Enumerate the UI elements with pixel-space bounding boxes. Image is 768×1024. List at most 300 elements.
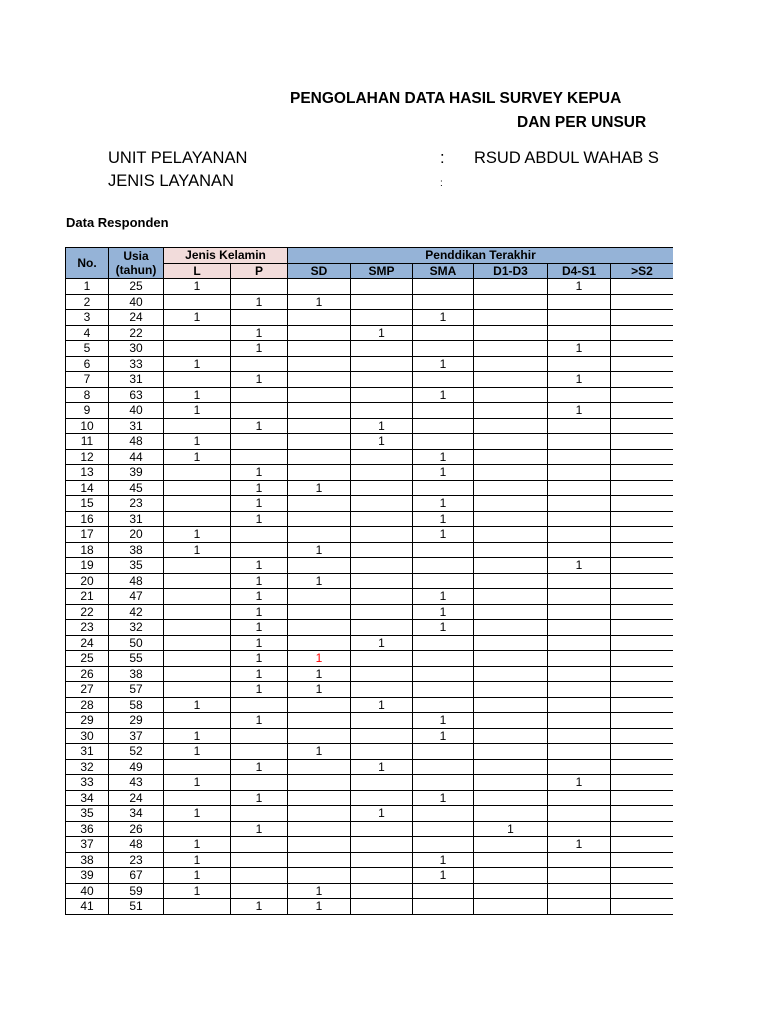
table-row <box>66 651 674 667</box>
table-row <box>66 294 674 310</box>
cell-s2 <box>611 387 673 403</box>
cell-no: 1 <box>66 279 109 295</box>
cell-d4-s1 <box>548 434 611 450</box>
cell-p <box>231 883 288 899</box>
cell-d1-d3: 1 <box>474 821 548 837</box>
cell-d4-s1 <box>548 325 611 341</box>
cell-l: 1 <box>164 728 231 744</box>
cell-l <box>164 821 231 837</box>
header-usia-unit: (tahun) <box>115 263 157 277</box>
cell-s2 <box>611 573 673 589</box>
cell-d4-s1 <box>548 418 611 434</box>
cell-smp <box>351 294 413 310</box>
cell-d4-s1 <box>548 511 611 527</box>
header-sma: SMA <box>413 263 474 279</box>
cell-sma: 1 <box>413 356 474 372</box>
cell-no: 3 <box>66 310 109 326</box>
cell-no: 8 <box>66 387 109 403</box>
cell-d1-d3 <box>474 620 548 636</box>
cell-usia: 52 <box>109 744 164 760</box>
cell-l: 1 <box>164 449 231 465</box>
table-row <box>66 713 674 729</box>
cell-l <box>164 790 231 806</box>
table-row <box>66 697 674 713</box>
cell-p: 1 <box>231 620 288 636</box>
cell-sd <box>288 728 351 744</box>
cell-p: 1 <box>231 294 288 310</box>
table-row <box>66 387 674 403</box>
cell-s2 <box>611 480 673 496</box>
cell-l <box>164 666 231 682</box>
cell-s2 <box>611 372 673 388</box>
cell-sma <box>413 806 474 822</box>
cell-l <box>164 604 231 620</box>
cell-s2 <box>611 651 673 667</box>
cell-d1-d3 <box>474 356 548 372</box>
cell-no: 32 <box>66 759 109 775</box>
cell-s2 <box>611 449 673 465</box>
cell-smp <box>351 682 413 698</box>
cell-d1-d3 <box>474 899 548 915</box>
cell-s2 <box>611 697 673 713</box>
cell-no: 31 <box>66 744 109 760</box>
cell-sma <box>413 279 474 295</box>
table-row <box>66 604 674 620</box>
cell-l: 1 <box>164 356 231 372</box>
table-row <box>66 806 674 822</box>
cell-sd: 1 <box>288 542 351 558</box>
cell-s2 <box>611 558 673 574</box>
cell-d4-s1: 1 <box>548 558 611 574</box>
cell-p: 1 <box>231 589 288 605</box>
cell-no: 28 <box>66 697 109 713</box>
cell-d1-d3 <box>474 868 548 884</box>
cell-usia: 49 <box>109 759 164 775</box>
cell-smp <box>351 589 413 605</box>
cell-l: 1 <box>164 744 231 760</box>
cell-s2 <box>611 728 673 744</box>
cell-d4-s1 <box>548 821 611 837</box>
cell-sma: 1 <box>413 310 474 326</box>
cell-d4-s1 <box>548 620 611 636</box>
cell-d4-s1 <box>548 697 611 713</box>
cell-d4-s1 <box>548 666 611 682</box>
cell-smp <box>351 372 413 388</box>
report-title-line1: PENGOLAHAN DATA HASIL SURVEY KEPUA <box>290 90 622 107</box>
cell-smp: 1 <box>351 325 413 341</box>
jenis-layanan-colon: : <box>440 178 443 189</box>
cell-smp <box>351 387 413 403</box>
cell-usia: 23 <box>109 496 164 512</box>
cell-s2 <box>611 837 673 853</box>
cell-sd <box>288 620 351 636</box>
cell-l <box>164 713 231 729</box>
cell-usia: 34 <box>109 806 164 822</box>
header-sd: SD <box>288 263 351 279</box>
cell-sd <box>288 589 351 605</box>
cell-sma <box>413 341 474 357</box>
cell-usia: 33 <box>109 356 164 372</box>
cell-l: 1 <box>164 852 231 868</box>
cell-p <box>231 868 288 884</box>
cell-sma: 1 <box>413 527 474 543</box>
cell-d1-d3 <box>474 651 548 667</box>
header-jenis-kelamin: Jenis Kelamin <box>164 248 288 264</box>
unit-pelayanan-value: RSUD ABDUL WAHAB S <box>474 149 659 167</box>
cell-d4-s1 <box>548 744 611 760</box>
unit-pelayanan-label: UNIT PELAYANAN <box>108 149 248 167</box>
cell-l: 1 <box>164 697 231 713</box>
table-row <box>66 883 674 899</box>
cell-sma: 1 <box>413 620 474 636</box>
cell-s2 <box>611 542 673 558</box>
cell-smp <box>351 744 413 760</box>
cell-sma <box>413 403 474 419</box>
respondent-rows <box>66 279 674 915</box>
cell-d4-s1: 1 <box>548 837 611 853</box>
cell-s2 <box>611 496 673 512</box>
cell-sd <box>288 527 351 543</box>
cell-d1-d3 <box>474 883 548 899</box>
cell-sd <box>288 713 351 729</box>
cell-d4-s1 <box>548 868 611 884</box>
cell-p <box>231 806 288 822</box>
cell-no: 5 <box>66 341 109 357</box>
cell-d1-d3 <box>474 511 548 527</box>
cell-l <box>164 341 231 357</box>
cell-d1-d3 <box>474 775 548 791</box>
cell-l <box>164 325 231 341</box>
cell-l <box>164 899 231 915</box>
cell-sd <box>288 387 351 403</box>
cell-sma <box>413 666 474 682</box>
cell-no: 11 <box>66 434 109 450</box>
header-p: P <box>231 263 288 279</box>
table-row <box>66 341 674 357</box>
cell-no: 20 <box>66 573 109 589</box>
cell-d4-s1 <box>548 573 611 589</box>
cell-l: 1 <box>164 527 231 543</box>
cell-d1-d3 <box>474 728 548 744</box>
cell-p: 1 <box>231 682 288 698</box>
cell-usia: 24 <box>109 790 164 806</box>
cell-l: 1 <box>164 806 231 822</box>
cell-l <box>164 465 231 481</box>
cell-l: 1 <box>164 434 231 450</box>
table-row <box>66 821 674 837</box>
cell-d1-d3 <box>474 403 548 419</box>
cell-no: 39 <box>66 868 109 884</box>
cell-s2 <box>611 620 673 636</box>
cell-smp: 1 <box>351 697 413 713</box>
cell-d1-d3 <box>474 310 548 326</box>
cell-d4-s1 <box>548 496 611 512</box>
cell-usia: 29 <box>109 713 164 729</box>
cell-usia: 37 <box>109 728 164 744</box>
cell-s2 <box>611 790 673 806</box>
cell-smp <box>351 852 413 868</box>
cell-usia: 48 <box>109 434 164 450</box>
cell-s2 <box>611 821 673 837</box>
cell-d4-s1 <box>548 310 611 326</box>
cell-smp <box>351 356 413 372</box>
table-row <box>66 868 674 884</box>
cell-s2 <box>611 418 673 434</box>
cell-sd <box>288 852 351 868</box>
jenis-layanan-label: JENIS LAYANAN <box>108 172 234 190</box>
cell-smp <box>351 713 413 729</box>
cell-sd <box>288 821 351 837</box>
cell-no: 23 <box>66 620 109 636</box>
cell-p: 1 <box>231 511 288 527</box>
cell-usia: 63 <box>109 387 164 403</box>
cell-usia: 43 <box>109 775 164 791</box>
cell-l <box>164 573 231 589</box>
respondent-table <box>65 247 673 915</box>
cell-l: 1 <box>164 279 231 295</box>
cell-d1-d3 <box>474 697 548 713</box>
cell-no: 16 <box>66 511 109 527</box>
table-row <box>66 403 674 419</box>
cell-usia: 40 <box>109 294 164 310</box>
cell-p: 1 <box>231 496 288 512</box>
cell-smp: 1 <box>351 759 413 775</box>
cell-p <box>231 387 288 403</box>
cell-sma <box>413 883 474 899</box>
cell-sd <box>288 868 351 884</box>
cell-sma <box>413 682 474 698</box>
cell-d1-d3 <box>474 325 548 341</box>
cell-no: 24 <box>66 635 109 651</box>
cell-d4-s1 <box>548 883 611 899</box>
cell-smp: 1 <box>351 635 413 651</box>
cell-d1-d3 <box>474 806 548 822</box>
cell-p: 1 <box>231 604 288 620</box>
cell-smp <box>351 511 413 527</box>
cell-usia: 38 <box>109 542 164 558</box>
cell-d4-s1: 1 <box>548 341 611 357</box>
cell-usia: 30 <box>109 341 164 357</box>
cell-p: 1 <box>231 790 288 806</box>
cell-d4-s1 <box>548 635 611 651</box>
cell-d4-s1 <box>548 465 611 481</box>
cell-usia: 39 <box>109 465 164 481</box>
cell-no: 6 <box>66 356 109 372</box>
cell-smp: 1 <box>351 434 413 450</box>
cell-usia: 58 <box>109 697 164 713</box>
table-row <box>66 573 674 589</box>
cell-d1-d3 <box>474 744 548 760</box>
cell-smp <box>351 480 413 496</box>
cell-l <box>164 511 231 527</box>
table-row <box>66 635 674 651</box>
cell-sma <box>413 744 474 760</box>
cell-sma <box>413 480 474 496</box>
cell-p <box>231 403 288 419</box>
cell-sma: 1 <box>413 604 474 620</box>
cell-no: 15 <box>66 496 109 512</box>
cell-smp <box>351 868 413 884</box>
cell-d1-d3 <box>474 387 548 403</box>
cell-d1-d3 <box>474 852 548 868</box>
cell-sma <box>413 542 474 558</box>
cell-smp <box>351 527 413 543</box>
cell-usia: 26 <box>109 821 164 837</box>
cell-sma: 1 <box>413 852 474 868</box>
table-row <box>66 759 674 775</box>
cell-p: 1 <box>231 635 288 651</box>
cell-no: 19 <box>66 558 109 574</box>
table-row <box>66 775 674 791</box>
cell-sd <box>288 759 351 775</box>
cell-d1-d3 <box>474 558 548 574</box>
cell-s2 <box>611 341 673 357</box>
cell-no: 26 <box>66 666 109 682</box>
cell-d1-d3 <box>474 604 548 620</box>
cell-s2 <box>611 589 673 605</box>
cell-l <box>164 651 231 667</box>
cell-d4-s1: 1 <box>548 372 611 388</box>
cell-l: 1 <box>164 403 231 419</box>
cell-l <box>164 589 231 605</box>
cell-no: 34 <box>66 790 109 806</box>
cell-smp <box>351 558 413 574</box>
cell-sma <box>413 418 474 434</box>
cell-d4-s1 <box>548 759 611 775</box>
cell-s2 <box>611 356 673 372</box>
cell-s2 <box>611 806 673 822</box>
cell-sma <box>413 635 474 651</box>
cell-s2 <box>611 465 673 481</box>
cell-p: 1 <box>231 372 288 388</box>
cell-sd <box>288 418 351 434</box>
cell-d4-s1: 1 <box>548 279 611 295</box>
cell-no: 25 <box>66 651 109 667</box>
table-row <box>66 449 674 465</box>
cell-d1-d3 <box>474 837 548 853</box>
cell-sd <box>288 558 351 574</box>
cell-usia: 31 <box>109 511 164 527</box>
cell-sd <box>288 403 351 419</box>
cell-smp <box>351 449 413 465</box>
cell-sd: 1 <box>288 883 351 899</box>
cell-p: 1 <box>231 759 288 775</box>
cell-smp <box>351 465 413 481</box>
cell-d4-s1 <box>548 542 611 558</box>
cell-usia: 67 <box>109 868 164 884</box>
cell-no: 9 <box>66 403 109 419</box>
cell-p <box>231 542 288 558</box>
cell-no: 17 <box>66 527 109 543</box>
cell-p: 1 <box>231 480 288 496</box>
cell-l <box>164 372 231 388</box>
cell-sd <box>288 310 351 326</box>
table-row <box>66 837 674 853</box>
cell-usia: 48 <box>109 837 164 853</box>
cell-no: 21 <box>66 589 109 605</box>
cell-p <box>231 852 288 868</box>
cell-sd: 1 <box>288 294 351 310</box>
cell-d4-s1 <box>548 682 611 698</box>
cell-sma <box>413 759 474 775</box>
cell-d1-d3 <box>474 542 548 558</box>
cell-sd <box>288 496 351 512</box>
cell-p: 1 <box>231 341 288 357</box>
cell-sd <box>288 604 351 620</box>
cell-sd: 1 <box>288 480 351 496</box>
cell-d4-s1 <box>548 356 611 372</box>
cell-no: 14 <box>66 480 109 496</box>
header-smp: SMP <box>351 263 413 279</box>
cell-usia: 24 <box>109 310 164 326</box>
cell-sd <box>288 697 351 713</box>
table-row <box>66 527 674 543</box>
cell-p: 1 <box>231 325 288 341</box>
cell-s2 <box>611 511 673 527</box>
cell-s2 <box>611 666 673 682</box>
cell-sma <box>413 651 474 667</box>
header-s2: >S2 <box>611 263 673 279</box>
cell-l <box>164 759 231 775</box>
cell-p <box>231 449 288 465</box>
cell-p: 1 <box>231 651 288 667</box>
cell-sd <box>288 837 351 853</box>
cell-sd <box>288 279 351 295</box>
cell-usia: 20 <box>109 527 164 543</box>
cell-sd <box>288 635 351 651</box>
header-usia <box>109 248 164 279</box>
cell-d4-s1 <box>548 790 611 806</box>
cell-s2 <box>611 310 673 326</box>
cell-smp <box>351 651 413 667</box>
cell-no: 33 <box>66 775 109 791</box>
cell-p <box>231 279 288 295</box>
cell-l: 1 <box>164 542 231 558</box>
cell-s2 <box>611 279 673 295</box>
cell-sma <box>413 775 474 791</box>
cell-no: 38 <box>66 852 109 868</box>
cell-smp <box>351 279 413 295</box>
cell-d4-s1 <box>548 294 611 310</box>
cell-sma <box>413 697 474 713</box>
cell-l <box>164 496 231 512</box>
table-row <box>66 790 674 806</box>
cell-l <box>164 558 231 574</box>
cell-sma <box>413 372 474 388</box>
cell-no: 13 <box>66 465 109 481</box>
cell-sd <box>288 511 351 527</box>
cell-p: 1 <box>231 558 288 574</box>
cell-s2 <box>611 883 673 899</box>
cell-d1-d3 <box>474 573 548 589</box>
cell-no: 36 <box>66 821 109 837</box>
cell-d1-d3 <box>474 449 548 465</box>
cell-no: 22 <box>66 604 109 620</box>
cell-d4-s1 <box>548 604 611 620</box>
cell-l <box>164 294 231 310</box>
cell-d4-s1 <box>548 651 611 667</box>
cell-s2 <box>611 759 673 775</box>
cell-d4-s1 <box>548 527 611 543</box>
table-row <box>66 279 674 295</box>
cell-sd <box>288 790 351 806</box>
cell-usia: 55 <box>109 651 164 667</box>
cell-smp <box>351 775 413 791</box>
cell-smp <box>351 837 413 853</box>
table-row <box>66 744 674 760</box>
cell-p <box>231 356 288 372</box>
cell-smp <box>351 883 413 899</box>
